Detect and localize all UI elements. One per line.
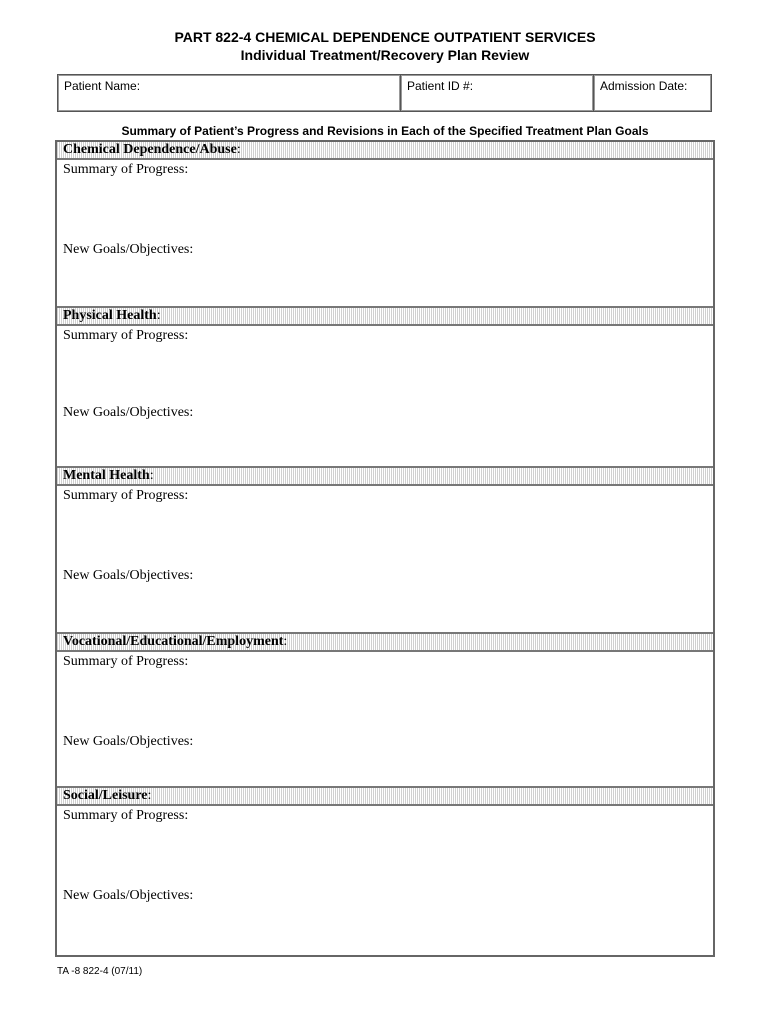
section-title: Vocational/Educational/Employment [63,634,284,649]
section-title: Chemical Dependence/Abuse [63,142,237,157]
summary-heading: Summary of Patient’s Progress and Revisions in Each of the Specified Treatment Plan Goals [121,124,649,138]
section-body-chemical-dependence[interactable] [57,160,713,308]
patient-id-field[interactable] [400,74,594,112]
admission-date-field[interactable] [593,74,712,112]
section-body-vocational[interactable] [57,652,713,788]
new-goals-label: New Goals/Objectives: [63,734,194,749]
section-title: Physical Health [63,308,157,323]
section-body-social-leisure[interactable] [57,806,713,955]
form-subtitle: Individual Treatment/Recovery Plan Review [240,47,530,63]
form-title: PART 822-4 CHEMICAL DEPENDENCE OUTPATIENT SERVICES [174,29,596,45]
form-code: TA -8 822-4 (07/11) [57,966,143,977]
new-goals-label: New Goals/Objectives: [63,568,194,583]
section-header-physical-health: Physical Health: [57,308,713,326]
summary-of-progress-label: Summary of Progress: [63,162,189,177]
summary-of-progress-label: Summary of Progress: [63,808,189,823]
summary-of-progress-label: Summary of Progress: [63,328,189,343]
section-title: Mental Health [63,468,150,483]
patient-name-label: Patient Name: [64,79,141,93]
new-goals-label: New Goals/Objectives: [63,405,194,420]
section-body-mental-health[interactable] [57,486,713,634]
section-title: Social/Leisure [63,788,148,803]
section-body-physical-health[interactable] [57,326,713,468]
section-header-social-leisure: Social/Leisure: [57,788,713,806]
patient-name-field[interactable] [57,74,401,112]
section-header-mental-health: Mental Health: [57,468,713,486]
new-goals-label: New Goals/Objectives: [63,242,194,257]
section-header-chemical-dependence: Chemical Dependence/Abuse: [57,142,713,160]
admission-date-label: Admission Date: [600,79,688,93]
summary-of-progress-label: Summary of Progress: [63,654,189,669]
new-goals-label: New Goals/Objectives: [63,888,194,903]
summary-of-progress-label: Summary of Progress: [63,488,189,503]
patient-id-label: Patient ID #: [407,79,474,93]
treatment-goals-table [55,140,715,957]
section-header-vocational: Vocational/Educational/Employment: [57,634,713,652]
